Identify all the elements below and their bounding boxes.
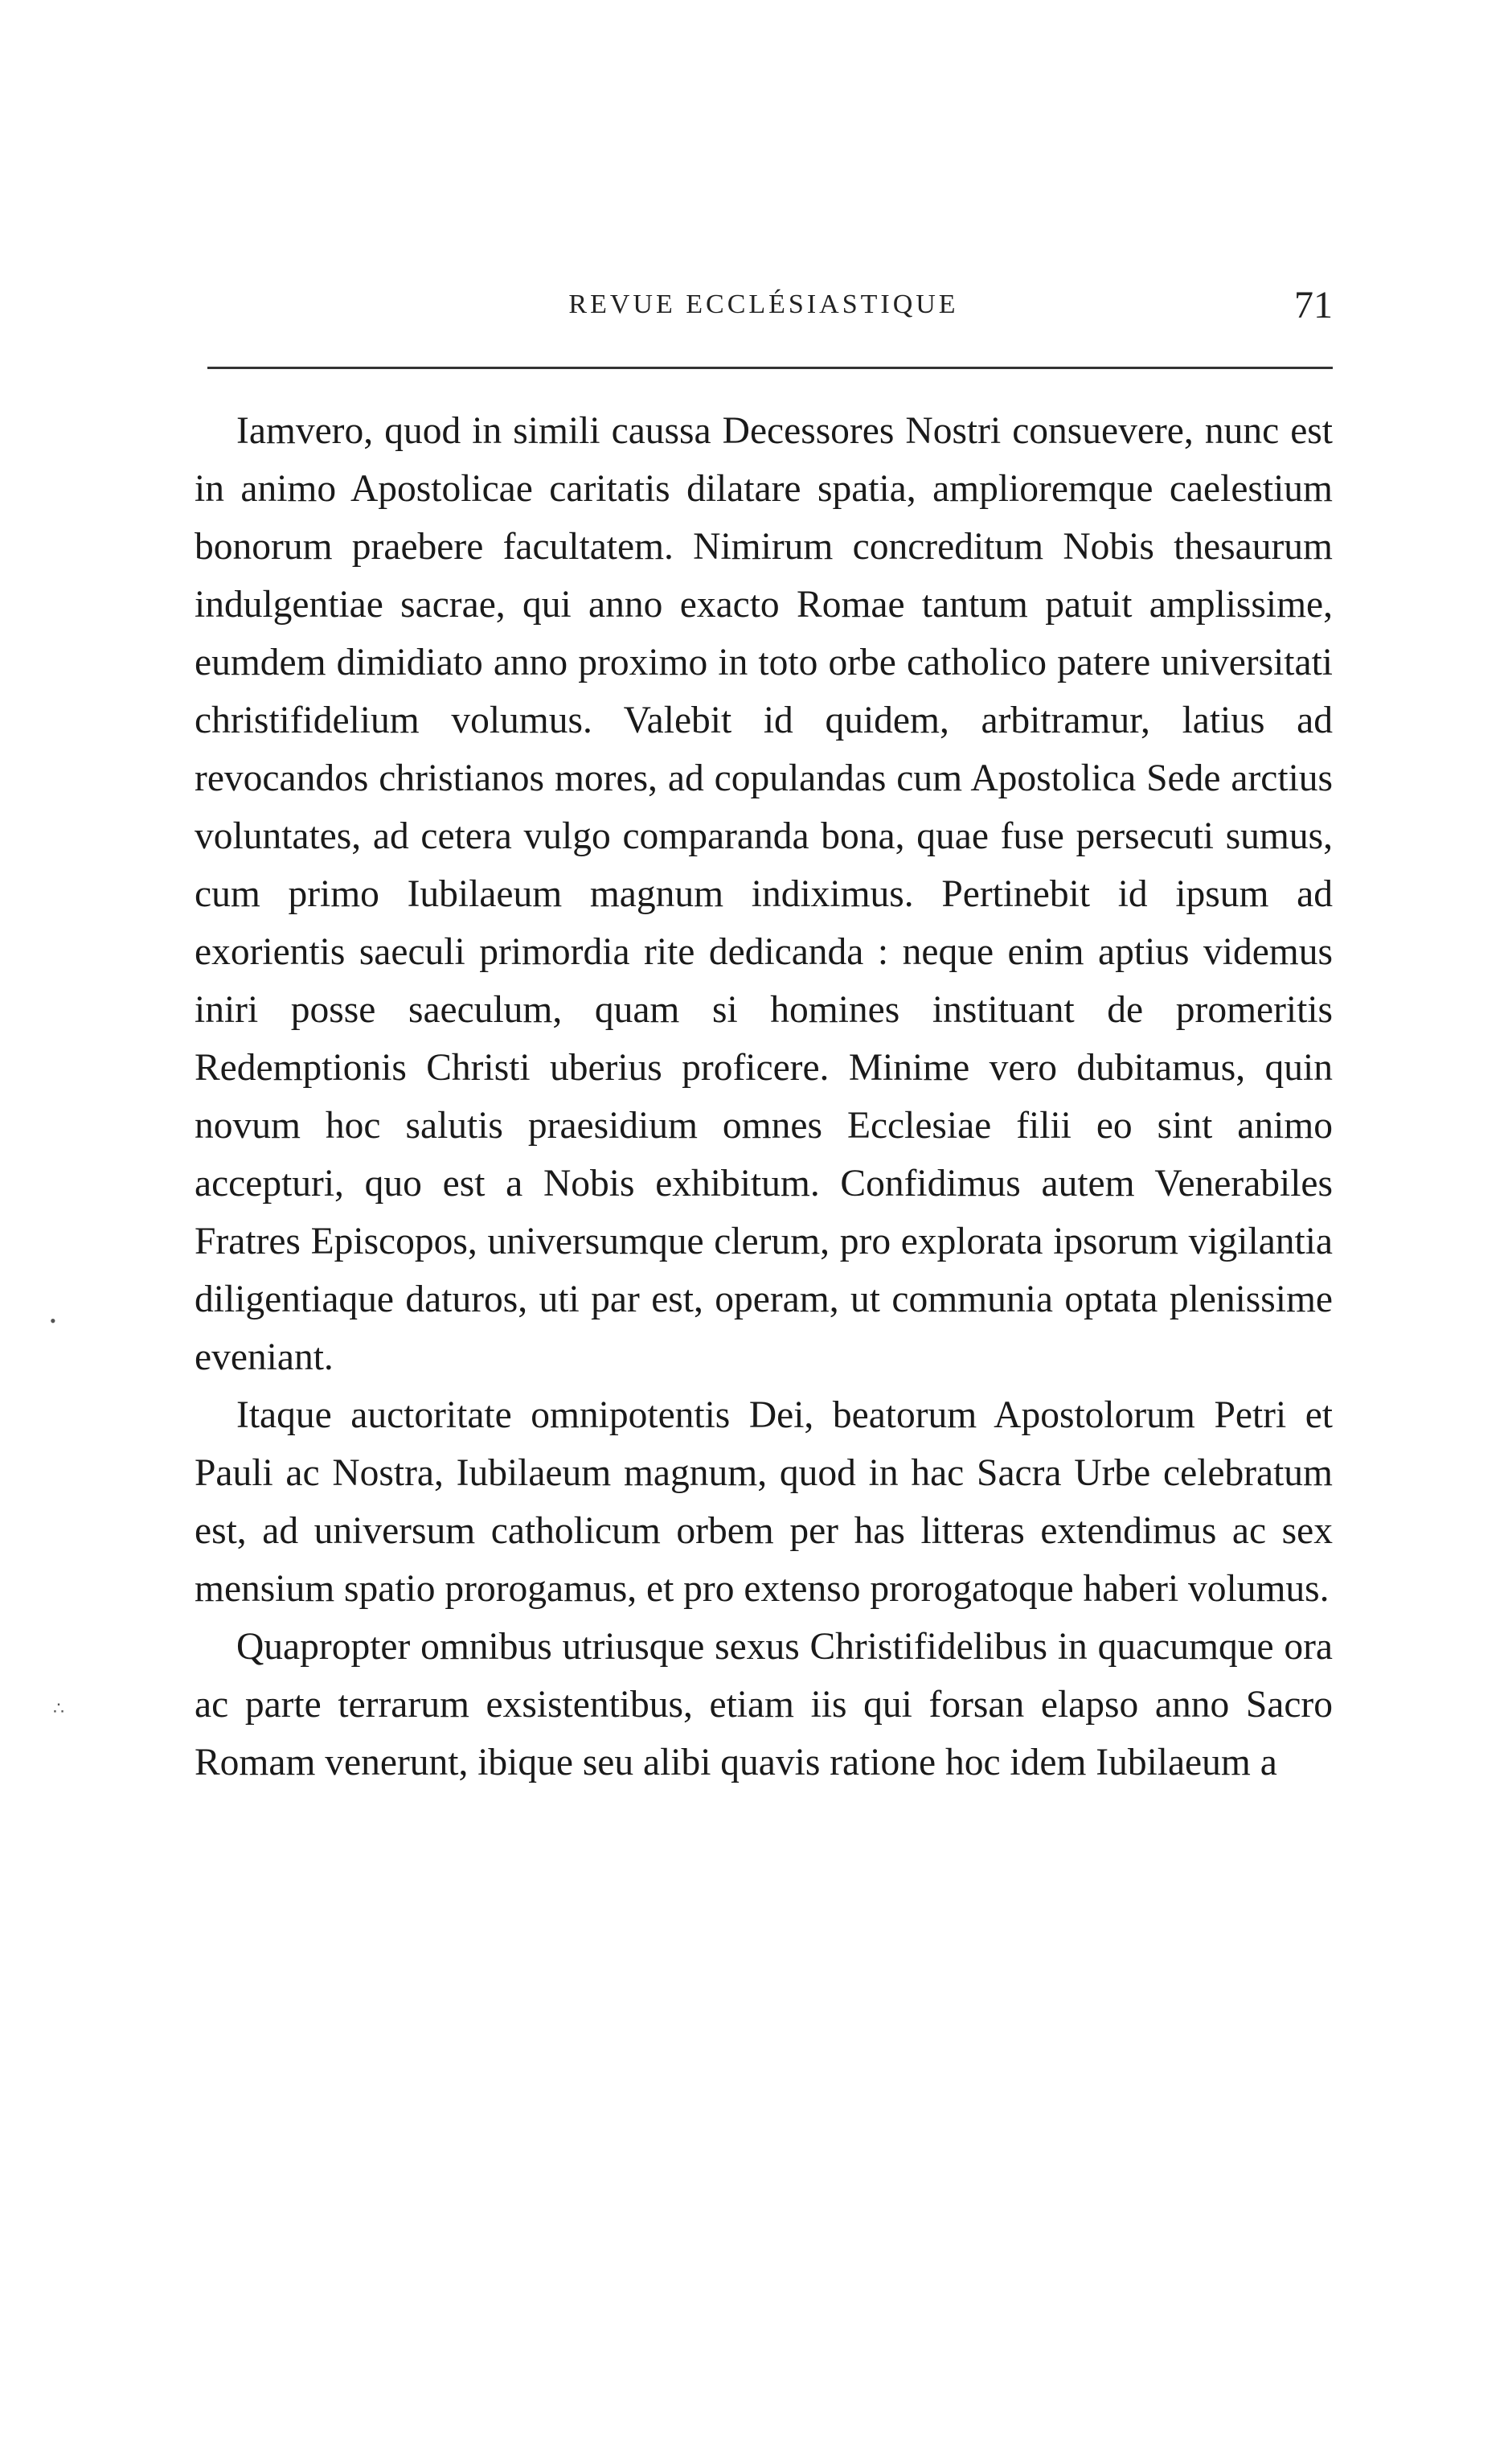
header-rule (207, 367, 1333, 369)
margin-speck: ∴ (53, 1698, 64, 1718)
running-title: REVUE ECCLÉSIASTIQUE (568, 289, 959, 319)
margin-speck: • (50, 1311, 56, 1331)
body-text (195, 402, 1333, 1792)
page-header (195, 283, 1333, 339)
page-number: 71 (1294, 284, 1333, 326)
paragraph-2: Itaque auctoritate omnipotentis Dei, beatorum Apostolorum Petri et Pauli ac Nostra, Iubilaeum magnum, quod in hac Sacra Urbe celebratum est, ad universum catholicum orbem per has litteras extendimus ac sex mensium spatio prorogamus, et pro extenso prorogatoque haberi volumus. (195, 1394, 1333, 1610)
paragraph-3: Quapropter omnibus utriusque sexus Christifidelibus in quacumque ora ac parte terrarum exsistentibus, etiam iis qui forsan elapso anno Sacro Romam venerunt, ibique seu alibi quavis ratione hoc idem Iubilaeum a (195, 1626, 1333, 1783)
paragraph-1: Iamvero, quod in simili caussa Decessores Nostri consuevere, nunc est in animo Apostolicae caritatis dilatare spatia, ampliоremque caelestium bonorum praebere facultatem. Nimirum concreditum Nobis thesaurum indulgentiae sacrae, qui anno exacto Romae tantum patuit amplissime, eumdem dimidiato anno proximo in toto orbe catholico patere universitati christifidelium volumus. Valebit id quidem, arbitramur, latius ad revocandos christianos mores, ad copulandas cum Apostolica Sede arctius voluntates, ad cetera vulgo comparanda bona, quae fuse persecuti sumus, cum primo Iubilaeum magnum indiximus. Pertinebit id ipsum ad exorientis saeculi primordia rite dedicanda : neque enim aptius videmus iniri posse saeculum, quam si homines instituant de promeritis Redemptionis Christi uberius proficere. Minime vero dubitamus, quin novum hoc salutis praesidium omnes Ecclesiae filii eo sint animo accepturi, quo est a Nobis exhibitum. Confidimus autem Venerabiles Fratres Episcopos, universumque clerum, pro explorata ipsorum vigilantia diligentiaque daturos, uti par est, operam, ut communia optata plenissime eveniant. (195, 410, 1333, 1378)
